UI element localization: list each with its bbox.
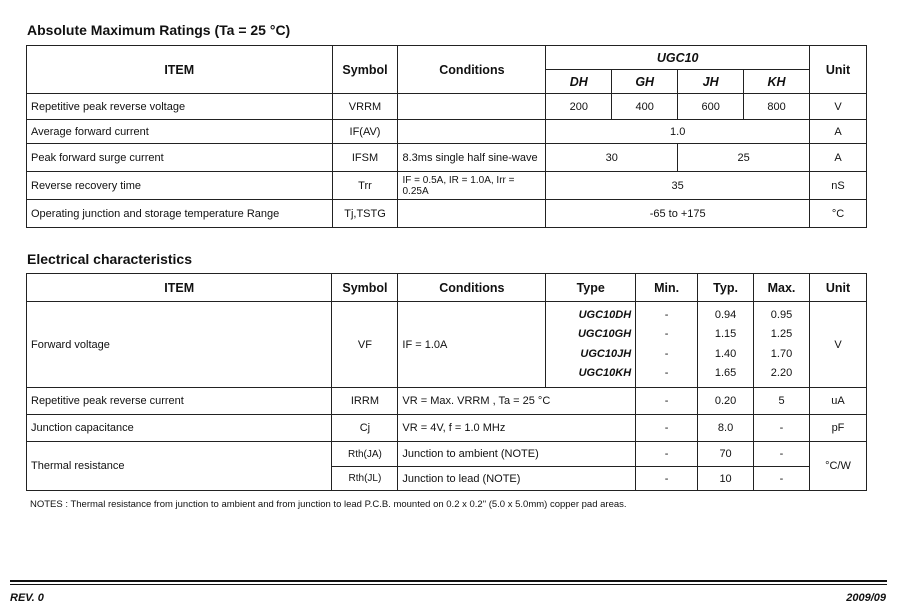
type-value: UGC10KH: [578, 367, 632, 379]
unit-cell: °C/W: [809, 442, 866, 491]
symbol-cell: Rth(JL): [332, 467, 398, 491]
symbol-cell: Trr: [332, 172, 398, 200]
symbol-cell: VF: [332, 302, 398, 388]
conditions-cell: [398, 120, 546, 144]
conditions-cell: [398, 200, 546, 228]
table-row: [27, 388, 867, 415]
item-cell: Thermal resistance: [27, 442, 332, 491]
header-conditions: Conditions: [398, 46, 546, 94]
item-cell: Repetitive peak reverse current: [27, 388, 332, 415]
symbol-cell: IFSM: [332, 144, 398, 172]
symbol-cell: Cj: [332, 415, 398, 442]
min-value: -: [664, 328, 669, 340]
table-row: [27, 200, 867, 228]
unit-cell: V: [809, 302, 866, 388]
item-cell: Operating junction and storage temperature Range: [27, 200, 333, 228]
conditions-cell: [398, 94, 546, 120]
max-value: 1.25: [770, 328, 793, 340]
value-cell: 600: [678, 94, 744, 120]
type-value: UGC10JH: [580, 347, 632, 360]
header-item: ITEM: [27, 46, 333, 94]
header-type: Type: [546, 274, 636, 302]
typ-cell: 10: [698, 467, 754, 491]
header-jh: JH: [678, 70, 744, 94]
abs-max-table: [26, 45, 867, 228]
header-kh: KH: [744, 70, 810, 94]
min-value: -: [664, 308, 669, 321]
conditions-cell: VR = Max. VRRM , Ta = 25 °C: [398, 388, 636, 415]
header-gh: GH: [612, 70, 678, 94]
conditions-cell: IF = 1.0A: [398, 302, 546, 388]
electrical-table: [26, 273, 867, 491]
max-value: 1.70: [770, 347, 793, 360]
conditions-cell: VR = 4V, f = 1.0 MHz: [398, 415, 636, 442]
type-cell: [546, 302, 636, 388]
header-unit: Unit: [810, 46, 867, 94]
min-cell: [636, 302, 698, 388]
conditions-cell: 8.3ms single half sine-wave: [398, 144, 546, 172]
symbol-cell: IRRM: [332, 388, 398, 415]
header-symbol: Symbol: [332, 274, 398, 302]
typ-cell: 70: [698, 442, 754, 467]
value-cell: 35: [546, 172, 810, 200]
unit-cell: pF: [809, 415, 866, 442]
conditions-cell: Junction to lead (NOTE): [398, 467, 636, 491]
item-cell: Peak forward surge current: [27, 144, 333, 172]
header-ugc10: UGC10: [546, 46, 810, 70]
unit-cell: V: [810, 94, 867, 120]
unit-cell: nS: [810, 172, 867, 200]
header-unit: Unit: [809, 274, 866, 302]
header-dh: DH: [546, 70, 612, 94]
symbol-cell: Rth(JA): [332, 442, 398, 467]
table-row: [27, 415, 867, 442]
unit-cell: °C: [810, 200, 867, 228]
conditions-cell: IF = 0.5A, IR = 1.0A, Irr = 0.25A: [398, 172, 546, 200]
type-value: UGC10GH: [577, 328, 632, 340]
max-cell: -: [754, 415, 810, 442]
table-row: [27, 120, 867, 144]
type-value: UGC10DH: [578, 308, 632, 321]
unit-cell: uA: [809, 388, 866, 415]
min-cell: -: [636, 415, 698, 442]
header-symbol: Symbol: [332, 46, 398, 94]
max-cell: [754, 302, 810, 388]
value-cell: 30: [546, 144, 678, 172]
revision-label: REV. 0: [10, 592, 44, 604]
footer-rule: [10, 584, 887, 585]
conditions-cell: Junction to ambient (NOTE): [398, 442, 636, 467]
item-cell: Reverse recovery time: [27, 172, 333, 200]
max-cell: -: [754, 442, 810, 467]
typ-cell: 8.0: [698, 415, 754, 442]
date-label: 2009/09: [846, 592, 886, 604]
footer-rule: [10, 580, 887, 582]
abs-max-title: Absolute Maximum Ratings (Ta = 25 °C): [27, 22, 291, 38]
min-value: -: [664, 367, 669, 379]
header-max: Max.: [754, 274, 810, 302]
max-value: 0.95: [770, 308, 793, 321]
value-cell: -65 to +175: [546, 200, 810, 228]
value-cell: 25: [678, 144, 810, 172]
min-value: -: [664, 347, 669, 360]
max-cell: 5: [754, 388, 810, 415]
min-cell: -: [636, 388, 698, 415]
value-cell: 1.0: [546, 120, 810, 144]
item-cell: Average forward current: [27, 120, 333, 144]
min-cell: -: [636, 442, 698, 467]
typ-cell: [698, 302, 754, 388]
table-row: [27, 144, 867, 172]
table-row: [27, 442, 867, 467]
header-typ: Typ.: [698, 274, 754, 302]
header-conditions: Conditions: [398, 274, 546, 302]
value-cell: 400: [612, 94, 678, 120]
table-row: [27, 172, 867, 200]
header-item: ITEM: [27, 274, 332, 302]
item-cell: Forward voltage: [27, 302, 332, 388]
typ-value: 1.65: [714, 367, 737, 379]
table-row: [27, 94, 867, 120]
typ-value: 0.94: [714, 308, 737, 321]
min-cell: -: [636, 467, 698, 491]
max-value: 2.20: [770, 367, 793, 379]
max-cell: -: [754, 467, 810, 491]
symbol-cell: Tj,TSTG: [332, 200, 398, 228]
typ-cell: 0.20: [698, 388, 754, 415]
typ-value: 1.40: [714, 347, 737, 360]
unit-cell: A: [810, 120, 867, 144]
value-cell: 800: [744, 94, 810, 120]
symbol-cell: VRRM: [332, 94, 398, 120]
item-cell: Junction capacitance: [27, 415, 332, 442]
symbol-cell: IF(AV): [332, 120, 398, 144]
typ-value: 1.15: [714, 328, 737, 340]
header-min: Min.: [636, 274, 698, 302]
value-cell: 200: [546, 94, 612, 120]
electrical-title: Electrical characteristics: [27, 251, 192, 267]
notes-text: NOTES : Thermal resistance from junction to ambient and from junction to lead P.C.B. mounted on 0.2 x 0.2" (5.0 x 5.0mm) copper pad areas.: [30, 499, 627, 510]
item-cell: Repetitive peak reverse voltage: [27, 94, 333, 120]
unit-cell: A: [810, 144, 867, 172]
table-row: [27, 302, 867, 388]
